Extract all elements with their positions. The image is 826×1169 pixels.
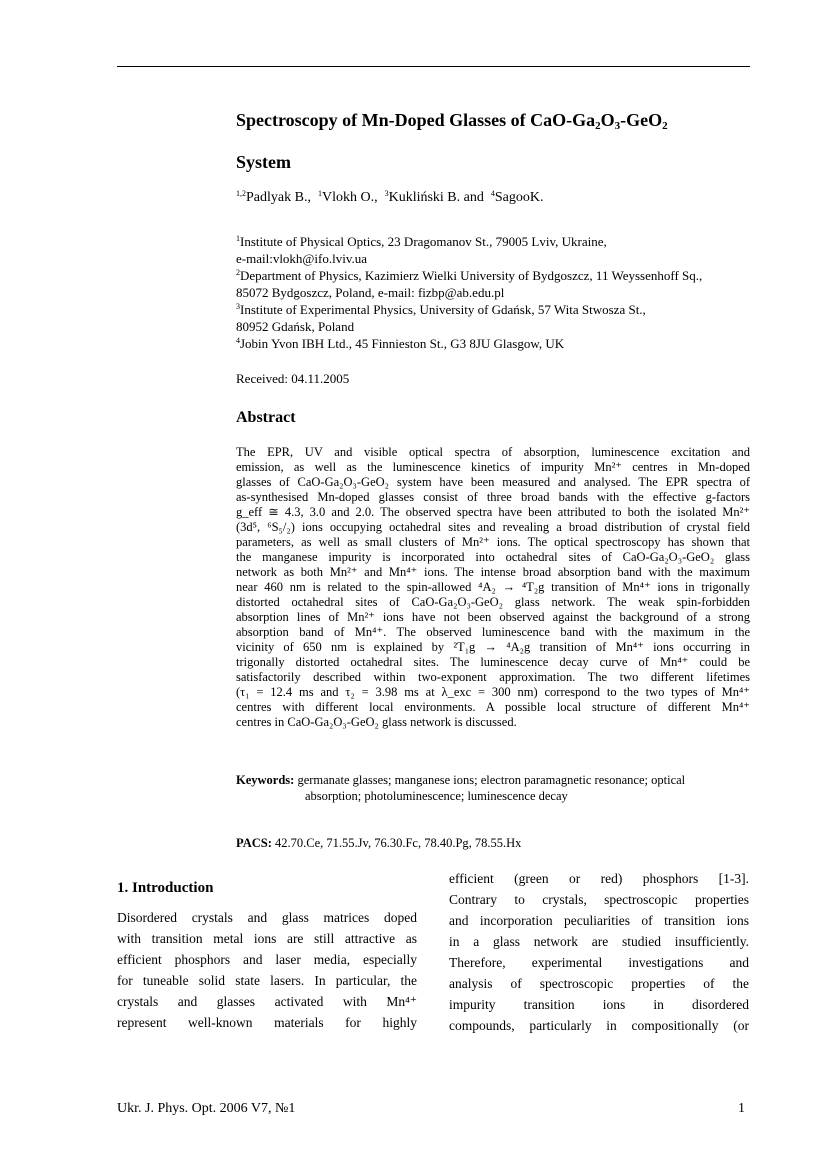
abstract-body <box>236 445 750 730</box>
received-date: Received: 04.11.2005 <box>236 371 350 386</box>
section-heading: 1. Introduction <box>117 880 214 896</box>
abstract-line: satisfactorily described within two-exponent approximation. The two different lifetimes <box>236 670 750 684</box>
affiliation-text: Institute of Experimental Physics, University of Gdańsk, 57 Wita Stwosza St., <box>240 302 646 317</box>
body-line: analysis of spectroscopic properties of the <box>449 976 749 991</box>
affiliation-text: Jobin Yvon IBH Ltd., 45 Finnieston St., G3 8JU Glasgow, UK <box>240 336 565 351</box>
author-list <box>236 190 543 206</box>
author-name: Kukliński B. and <box>388 190 484 205</box>
abstract-line: g_eff ≅ 4.3, 3.0 and 2.0. The observed spectra have been attributed to both the isolated Mn²⁺ <box>236 505 750 519</box>
affiliation-line <box>236 284 766 301</box>
abstract-line: glasses of CaO-Ga₂O₃-GeO₂ system have been measured and analysed. The EPR spectra of <box>236 475 750 489</box>
body-line: for tuneable solid state lasers. In particular, the <box>117 973 417 988</box>
body-line: Contrary to crystals, spectroscopic properties <box>449 892 749 907</box>
title-subscript: 2 <box>595 120 601 132</box>
title-text: Spectroscopy of Mn-Doped Glasses of CaO-Ga <box>236 110 596 130</box>
abstract-line: network as both Mn²⁺ and Mn⁴⁺ ions. The intense broad absorption band with the maximum <box>236 565 750 579</box>
abstract-line: (3d⁵, ⁶S₅/₂) ions occupying octahedral sites and revealing a broad distribution of crystal field <box>236 520 750 534</box>
body-line: in a glass network are studied insufficiently. <box>449 934 749 949</box>
affiliation-mark: 4 <box>236 336 240 345</box>
pacs-label: PACS: <box>236 836 272 850</box>
body-column-left <box>117 907 417 1033</box>
body-line: and incorporation peculiarities of transition ions <box>449 913 749 928</box>
author-affiliation-mark: 1 <box>317 189 322 198</box>
body-line: Therefore, experimental investigations and <box>449 955 749 970</box>
abstract-line: The EPR, UV and visible optical spectra of absorption, luminescence excitation and <box>236 445 750 459</box>
body-line: crystals and glasses activated with Mn⁴⁺ <box>117 994 417 1009</box>
pacs-codes: 42.70.Ce, 71.55.Jv, 76.30.Fc, 78.40.Pg, 78.55.Hx <box>275 836 522 850</box>
abstract-line: parameters, as well as small clusters of Mn²⁺ ions. The optical spectroscopy has shown that <box>236 535 750 549</box>
affiliation-line <box>236 267 766 284</box>
page-number: 1 <box>738 1101 745 1116</box>
author-affiliation-mark: 4 <box>490 189 495 198</box>
keywords-text: germanate glasses; manganese ions; electron paramagnetic resonance; optical <box>297 773 686 787</box>
abstract-line: trigonally distorted octahedral sites. The luminescence decay curve of Mn⁴⁺ could be <box>236 655 750 669</box>
body-column-right <box>449 868 749 1036</box>
affiliation-text: Department of Physics, Kazimierz Wielki University of Bydgoszcz, 11 Weyssenhoff Sq., <box>240 268 703 283</box>
abstract-line: centres in CaO-Ga₂O₃-GeO₂ glass network is discussed. <box>236 715 517 729</box>
abstract-line: the manganese impurity is incorporated into octahedral sites of CaO-Ga₂O₃-GeO₂ glass <box>236 550 750 564</box>
journal-footer: Ukr. J. Phys. Opt. 2006 V7, №1 <box>117 1101 296 1116</box>
title-subscript: 3 <box>614 120 621 132</box>
body-line: Disordered crystals and glass matrices doped <box>117 910 417 925</box>
keywords <box>236 772 750 804</box>
abstract-heading: Abstract <box>236 409 296 426</box>
author-name: SagooK. <box>494 190 544 205</box>
abstract-line: distorted octahedral sites of CaO-Ga₂O₃-GeO₂ glass network. The weak spin-forbidden <box>236 595 750 609</box>
header-rule <box>117 66 750 67</box>
title-subscript: 2 <box>662 120 668 132</box>
title-text: O <box>600 110 615 130</box>
affiliation-text: e-mail:vlokh@ifo.lviv.ua <box>236 251 367 266</box>
author-affiliation-mark: 3 <box>384 189 389 198</box>
title-line-2: System <box>236 152 291 172</box>
abstract-line: near 460 nm is related to the spin-allowed ⁴A₂ → ⁴T₂g transition of Mn⁴⁺ ions in trigonally <box>236 580 750 594</box>
abstract-line: absorption lines of Mn²⁺ ions have not been observed against the background of a strong <box>236 610 750 624</box>
title-text: -GeO <box>620 110 663 130</box>
affiliation-text: Institute of Physical Optics, 23 Dragomanov St., 79005 Lviv, Ukraine, <box>240 234 607 249</box>
author-name: Vlokh O., <box>321 190 378 205</box>
affiliation-mark: 2 <box>236 268 240 277</box>
abstract-line: centres with different local environments. A possible local structure of different Mn⁴⁺ <box>236 700 750 714</box>
affiliation-mark: 3 <box>236 302 240 311</box>
body-line: efficient (green or red) phosphors [1-3]. <box>449 871 749 886</box>
affiliations <box>236 233 766 352</box>
affiliation-line <box>236 301 766 318</box>
keywords-text-cont: absorption; photoluminescence; luminescence decay <box>305 789 568 803</box>
affiliation-line <box>236 233 766 250</box>
abstract-line: vicinity of 650 nm is explained by ²T₁g → ⁴A₂g transition of Mn⁴⁺ ions occurring in <box>236 640 750 654</box>
affiliation-text: 85072 Bydgoszcz, Poland, e-mail: fizbp@ab.edu.pl <box>236 285 505 300</box>
abstract-line: as-synthesised Mn-doped glasses consist of three broad bands with the effective g-factors <box>236 490 750 504</box>
author-name: Padlyak B., <box>246 190 311 205</box>
paper-title <box>236 99 736 183</box>
affiliation-line <box>236 335 766 352</box>
abstract-line: emission, as well as the luminescence kinetics of impurity Mn²⁺ centres in Mn-doped <box>236 460 750 474</box>
body-line: represent well-known materials for highly <box>117 1015 417 1030</box>
affiliation-line <box>236 318 766 335</box>
body-line: with transition metal ions are still attractive as <box>117 931 417 946</box>
body-line: efficient phosphors and laser media, especially <box>117 952 417 967</box>
affiliation-text: 80952 Gdańsk, Poland <box>236 319 355 334</box>
body-line: compounds, particularly in compositionally (or <box>449 1018 749 1033</box>
affiliation-line <box>236 250 766 267</box>
keywords-label: Keywords: <box>236 773 295 787</box>
body-line: impurity transition ions in disordered <box>449 997 749 1012</box>
affiliation-mark: 1 <box>236 234 240 243</box>
abstract-line: (τ₁ = 12.4 ms and τ₂ = 3.98 ms at λ_exc = 300 nm) correspond to the two types of Mn⁴⁺ <box>236 685 750 699</box>
abstract-line: absorption band of Mn⁴⁺. The observed luminescence band with the maximum in the <box>236 625 750 639</box>
author-affiliation-mark: 1,2 <box>236 189 246 198</box>
pacs <box>236 836 521 851</box>
